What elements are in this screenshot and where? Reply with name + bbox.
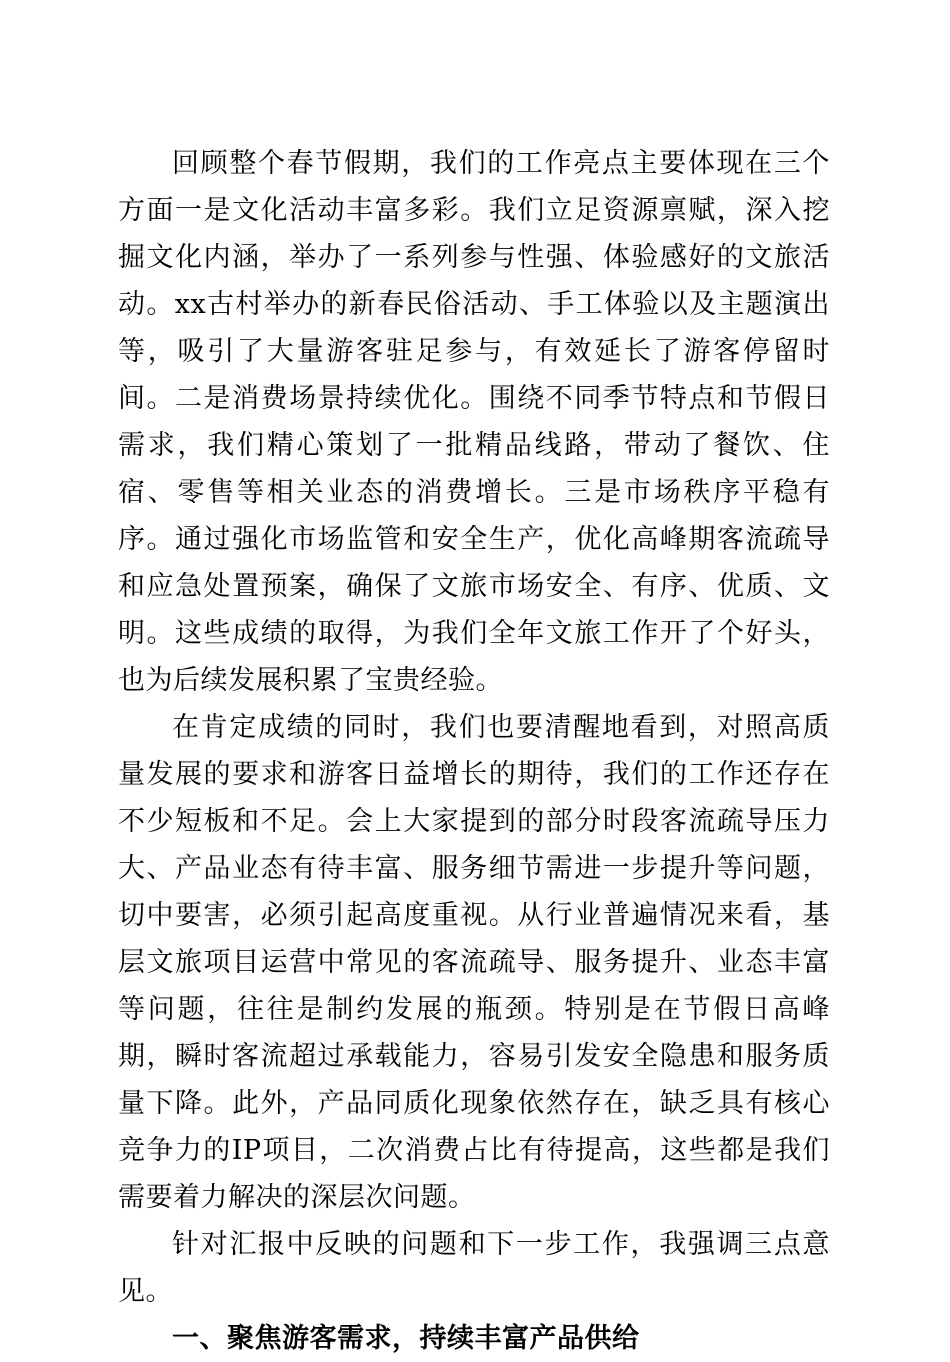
paragraph-shortcomings: 在肯定成绩的同时，我们也要清醒地看到，对照高质量发展的要求和游客日益增长的期待，我们的工作还存在不少短板和不足。会上大家提到的部分时段客流疏导压力大、产品业态有待丰富、服务细节需进一步提升等问题，切中要害，必须引起高度重视。从行业普遍情况来看，基层文旅项目运营中常见的客流疏导、服务提升、业态丰富等问题，往往是制约发展的瓶颈。特别是在节假日高峰期，瞬时客流超过承载能力，容易引发安全隐患和服务质量下降。此外，产品同质化现象依然存在，缺乏具有核心竞争力的IP项目，二次消费占比有待提高，这些都是我们需要着力解决的深层次问题。 <box>118 712 830 1213</box>
paragraph-review-highlights: 回顾整个春节假期，我们的工作亮点主要体现在三个方面一是文化活动丰富多彩。我们立足资源禀赋，深入挖掘文化内涵，举办了一系列参与性强、体验感好的文旅活动。xx古村举办的新春民俗活动、手工体验以及主题演出等，吸引了大量游客驻足参与，有效延长了游客停留时间。二是消费场景持续优化。围绕不同季节特点和节假日需求，我们精心策划了一批精品线路，带动了餐饮、住宿、零售等相关业态的消费增长。三是市场秩序平稳有序。通过强化市场监管和安全生产，优化高峰期客流疏导和应急处置预案，确保了文旅市场安全、有序、优质、文明。这些成绩的取得，为我们全年文旅工作开了个好头，也为后续发展积累了宝贵经验。 <box>118 148 830 696</box>
document-body <box>118 140 830 1362</box>
section-heading-1: 一、聚焦游客需求，持续丰富产品供给 <box>172 1323 640 1354</box>
paragraph-three-points-intro: 针对汇报中反映的问题和下一步工作，我强调三点意见。 <box>118 1229 830 1307</box>
